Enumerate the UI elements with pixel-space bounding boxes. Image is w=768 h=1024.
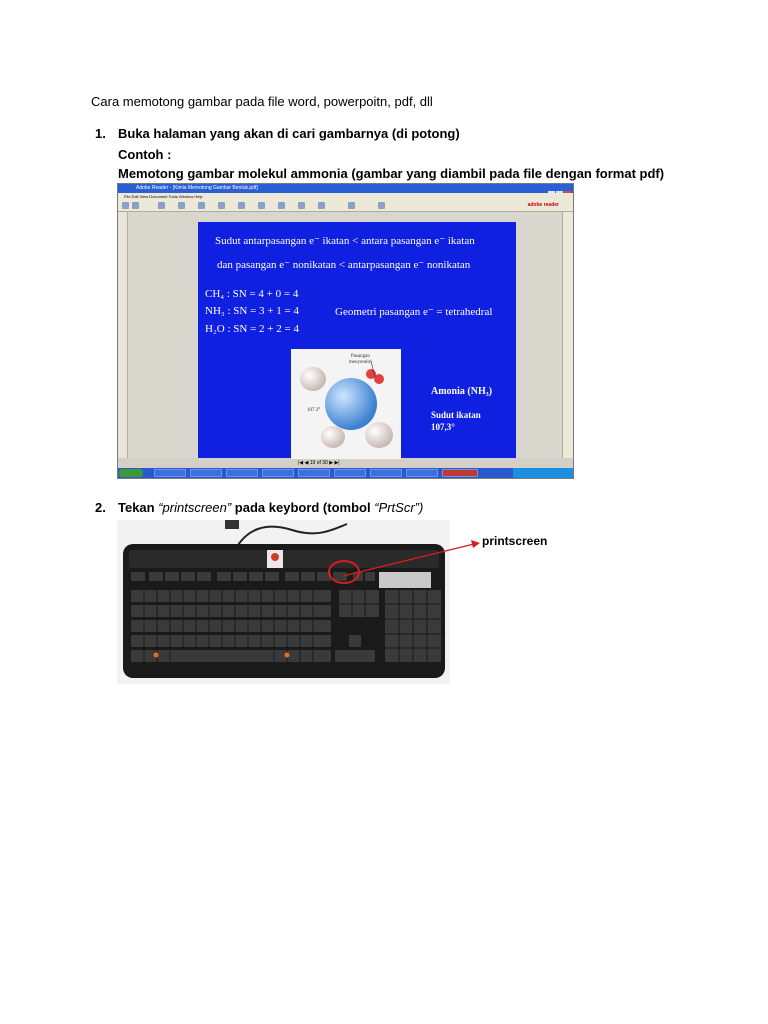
molecule-image xyxy=(291,349,401,459)
formula-ch4: CH₄ : SN = 4 + 0 = 4 xyxy=(205,288,299,300)
menu-bar: File Edit View Document Tools Window Help xyxy=(118,193,573,200)
sudut-label: Sudut ikatan xyxy=(431,410,481,420)
document-viewport xyxy=(128,212,562,458)
step-2-text xyxy=(118,500,423,515)
window-titlebar xyxy=(118,184,573,193)
step-2-middle: pada keybord (tombol xyxy=(231,500,375,515)
toolbar xyxy=(118,200,573,212)
formula-nh3: NH₃ : SN = 3 + 1 = 4 xyxy=(205,305,299,317)
side-panel xyxy=(118,212,128,458)
system-tray xyxy=(513,468,573,478)
molecule-label-1: Pasangan xyxy=(351,354,370,359)
step-1-line-1: Buka halaman yang akan di cari gambarnya (di potong) xyxy=(118,126,460,141)
step-2-prefix: Tekan xyxy=(118,500,159,515)
start-button xyxy=(119,469,143,477)
page-title: Cara memotong gambar pada file word, powerpoitn, pdf, dll xyxy=(91,94,433,109)
callout-label: printscreen xyxy=(482,534,548,548)
brand-logo: adobe reader xyxy=(527,202,559,208)
step-2-number: 2. xyxy=(95,500,106,515)
window-controls xyxy=(547,185,571,192)
page-navigation: |◀ ◀ 19 of 30 ▶ ▶| xyxy=(298,460,340,466)
step-1-number: 1. xyxy=(95,126,106,141)
scrollbar xyxy=(562,212,573,458)
ammonia-molecule-icon xyxy=(291,349,401,459)
step-1-line-3: Memotong gambar molekul ammonia (gambar yang diambil pada file dengan format pdf) xyxy=(118,166,665,181)
geometry-text: Geometri pasangan e⁻ = tetrahedral xyxy=(335,306,493,318)
slide-line-2: dan pasangan e⁻ nonikatan < antarpasangan e⁻ nonikatan xyxy=(217,259,471,271)
taskbar xyxy=(118,468,573,478)
step-2-italic-1: “printscreen” xyxy=(158,500,232,515)
pdf-reader-screenshot xyxy=(117,183,574,479)
callout-arrow-icon xyxy=(340,530,485,580)
step-1-line-2: Contoh : xyxy=(118,147,172,162)
step-2-italic-2: “PrtScr”) xyxy=(374,500,424,515)
slide-line-1: Sudut antarpasangan e⁻ ikatan < antara pasangan e⁻ ikatan xyxy=(215,235,475,247)
angle-value: 107,3° xyxy=(431,422,455,432)
molecule-label-2: menyendiri xyxy=(349,360,372,365)
window-title: Adobe Reader - [Kimia Memotong Gambar Bentuk.pdf] xyxy=(136,185,258,191)
slide xyxy=(198,222,516,458)
amonia-label: Amonia (NH₃) xyxy=(431,386,493,397)
molecule-angle-label: 107.3° xyxy=(307,408,321,413)
formula-h2o: H₂O : SN = 2 + 2 = 4 xyxy=(205,323,299,335)
